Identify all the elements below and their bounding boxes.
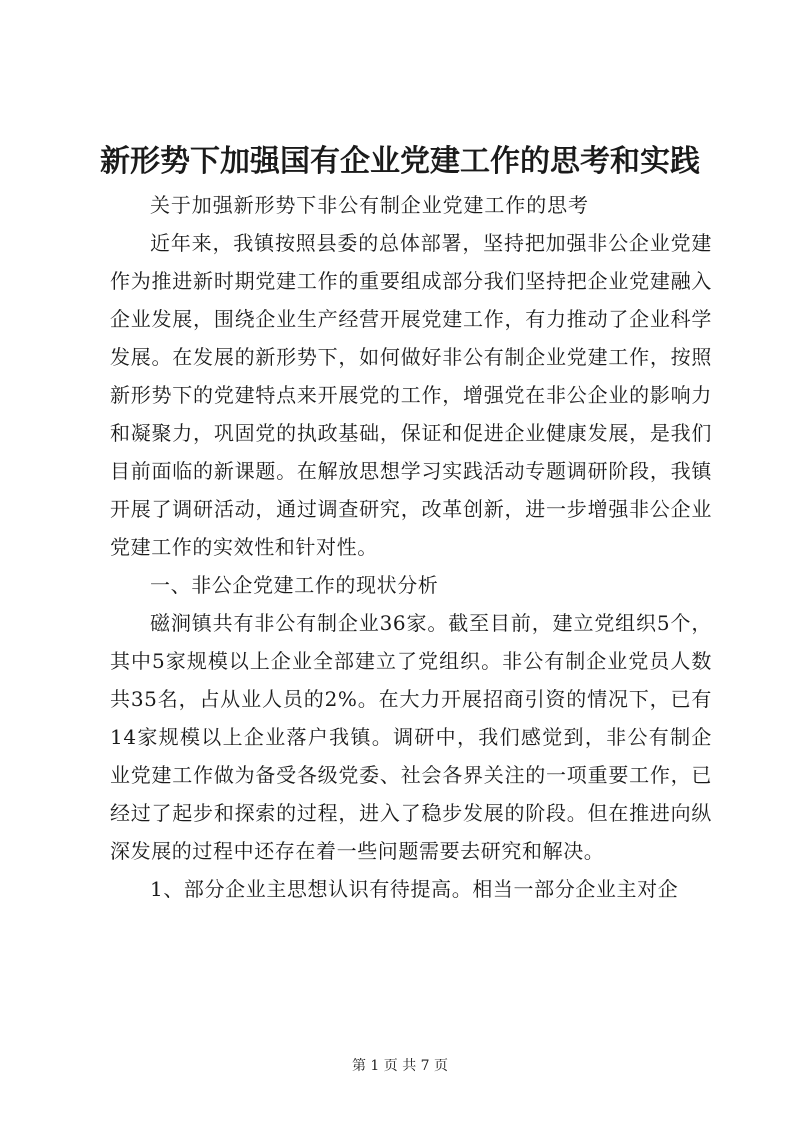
document-body (110, 186, 712, 908)
document-title: 新形势下加强国有企业党建工作的思考和实践 (100, 144, 700, 179)
issue-paragraph: 1、部分企业主思想认识有待提高。相当一部分企业主对企 (150, 877, 679, 901)
page-footer: 第 1 页 共 7 页 (351, 1058, 449, 1074)
subtitle-paragraph: 关于加强新形势下非公有制企业党建工作的思考 (150, 193, 589, 217)
section-heading: 一、非公企党建工作的现状分析 (150, 573, 439, 597)
intro-paragraph: 近年来，我镇按照县委的总体部署，坚持把加强非公企业党建作为推进新时期党建工作的重要组成部分我们坚持把企业党建融入企业发展，围绕企业生产经营开展党建工作，有力推动了企业科学发展。在发展的新形势下，如何做好非公有制企业党建工作，按照新形势下的党建特点来开展党的工作，增强党在非公企业的影响力和凝聚力，巩固党的执政基础，保证和促进企业健康发展，是我们目前面临的新课题。在解放思想学习实践活动专题调研阶段，我镇开展了调研活动，通过调查研究，改革创新，进一步增强非公企业党建工作的实效性和针对性。 (110, 231, 712, 559)
status-paragraph: 磁涧镇共有非公有制企业36家。截至目前，建立党组织5个，其中5家规模以上企业全部建立了党组织。非公有制企业党员人数共35名，占从业人员的2%。在大力开展招商引资的情况下，已有14家规模以上企业落户我镇。调研中，我们感觉到，非公有制企业党建工作做为备受各级党委、社会各界关注的一项重要工作，已经过了起步和探索的过程，进入了稳步发展的阶段。但在推进向纵深发展的过程中还存在着一些问题需要去研究和解决。 (110, 611, 712, 863)
